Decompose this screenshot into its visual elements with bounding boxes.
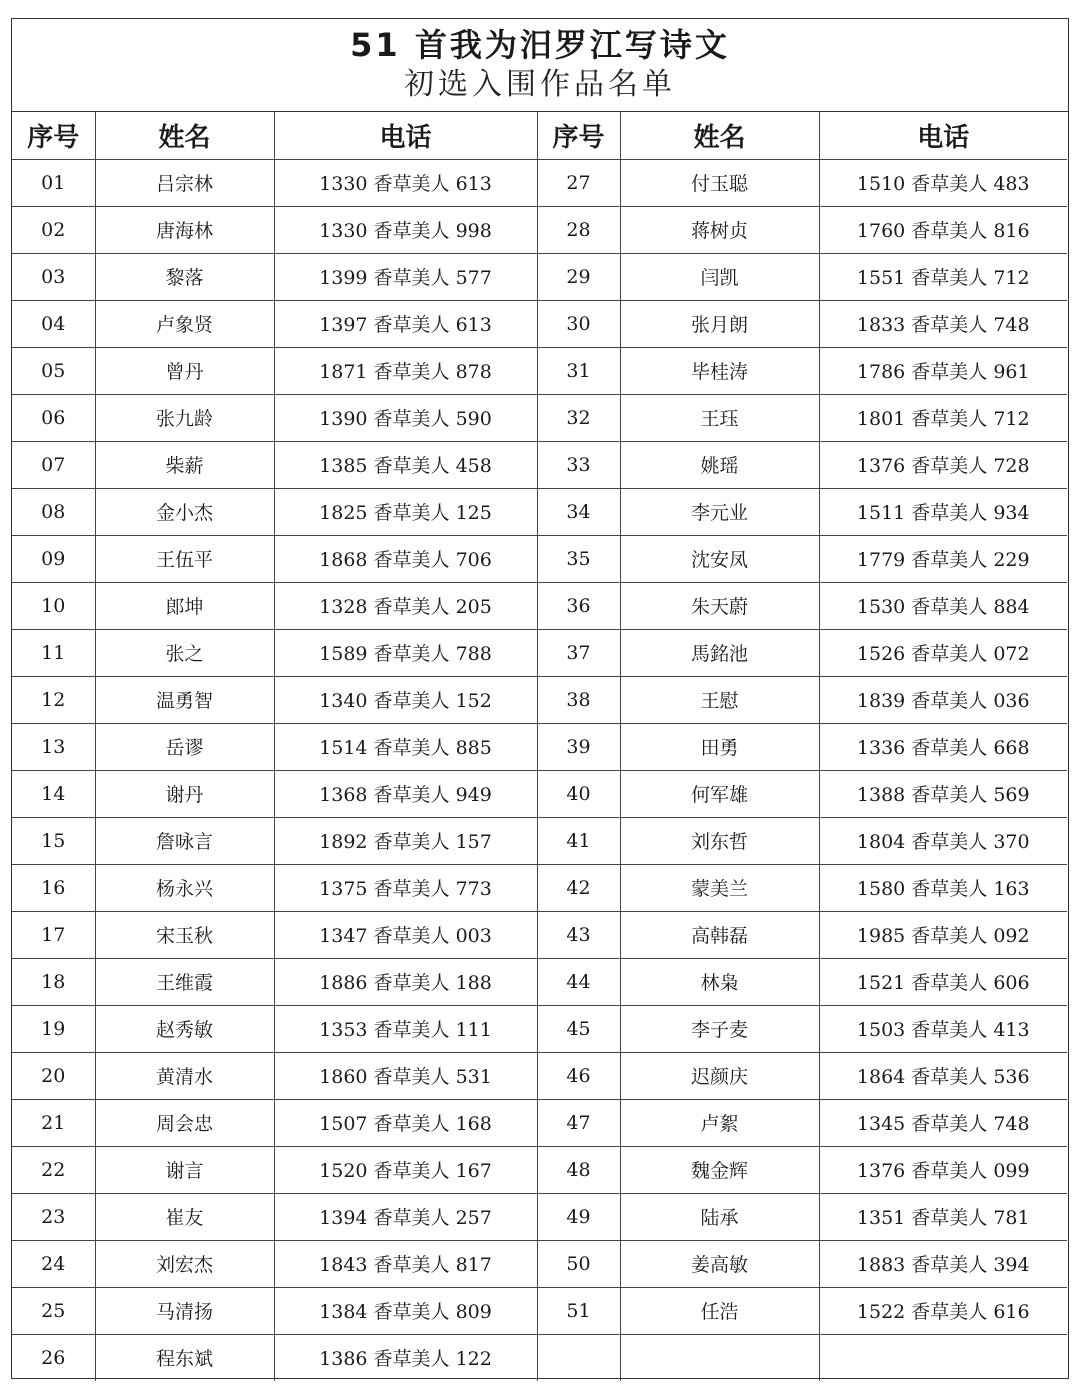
phone-cell: 1336 香草美人 668 <box>819 723 1067 770</box>
entrant-name-cell: 迟颜庆 <box>620 1052 819 1099</box>
shortlist-table <box>12 112 1067 1381</box>
phone-cell: 1511 香草美人 934 <box>819 488 1067 535</box>
entrant-name-cell: 唐海林 <box>95 206 274 253</box>
entrant-name-cell: 刘宏杰 <box>95 1240 274 1287</box>
phone-cell: 1330 香草美人 613 <box>274 159 537 206</box>
entrant-name-cell: 王伍平 <box>95 535 274 582</box>
table-row <box>12 1005 1067 1052</box>
entry-number-cell: 45 <box>537 1005 620 1052</box>
entrant-name-cell: 黎落 <box>95 253 274 300</box>
phone-cell: 1503 香草美人 413 <box>819 1005 1067 1052</box>
entrant-name-cell: 闫凯 <box>620 253 819 300</box>
entry-number-cell: 37 <box>537 629 620 676</box>
phone-cell: 1883 香草美人 394 <box>819 1240 1067 1287</box>
entrant-name-cell: 曾丹 <box>95 347 274 394</box>
phone-cell: 1394 香草美人 257 <box>274 1193 537 1240</box>
entrant-name-cell: 馬銘池 <box>620 629 819 676</box>
table-row <box>12 911 1067 958</box>
entrant-name-cell: 金小杰 <box>95 488 274 535</box>
table-row <box>12 347 1067 394</box>
phone-cell: 1801 香草美人 712 <box>819 394 1067 441</box>
entry-number-cell: 16 <box>12 864 95 911</box>
header-phone-right: 电话 <box>819 112 1067 159</box>
phone-cell: 1843 香草美人 817 <box>274 1240 537 1287</box>
entrant-name-cell: 赵秀敏 <box>95 1005 274 1052</box>
entry-number-cell: 20 <box>12 1052 95 1099</box>
entrant-name-cell: 田勇 <box>620 723 819 770</box>
title-block <box>12 19 1068 112</box>
entrant-name-cell: 郎坤 <box>95 582 274 629</box>
entry-number-cell: 21 <box>12 1099 95 1146</box>
phone-cell: 1521 香草美人 606 <box>819 958 1067 1005</box>
entry-number-cell: 14 <box>12 770 95 817</box>
entrant-name-cell: 吕宗林 <box>95 159 274 206</box>
entry-number-cell: 15 <box>12 817 95 864</box>
entry-number-cell: 51 <box>537 1287 620 1334</box>
entry-number-cell: 17 <box>12 911 95 958</box>
entry-number-cell: 33 <box>537 441 620 488</box>
entrant-name-cell: 谢言 <box>95 1146 274 1193</box>
phone-cell: 1345 香草美人 748 <box>819 1099 1067 1146</box>
entrant-name-cell: 杨永兴 <box>95 864 274 911</box>
entry-number-cell: 11 <box>12 629 95 676</box>
entrant-name-cell: 高韩磊 <box>620 911 819 958</box>
entry-number-cell: 03 <box>12 253 95 300</box>
phone-cell: 1864 香草美人 536 <box>819 1052 1067 1099</box>
entry-number-cell: 41 <box>537 817 620 864</box>
header-number-right: 序号 <box>537 112 620 159</box>
entry-number-cell: 26 <box>12 1334 95 1381</box>
entrant-name-cell: 姜高敏 <box>620 1240 819 1287</box>
entry-number-cell: 25 <box>12 1287 95 1334</box>
document-subtitle: 初选入围作品名单 <box>404 67 676 102</box>
phone-cell: 1347 香草美人 003 <box>274 911 537 958</box>
table-row <box>12 441 1067 488</box>
phone-cell: 1520 香草美人 167 <box>274 1146 537 1193</box>
phone-cell: 1868 香草美人 706 <box>274 535 537 582</box>
phone-cell: 1330 香草美人 998 <box>274 206 537 253</box>
entrant-name-cell: 姚瑶 <box>620 441 819 488</box>
entrant-name-cell: 黄清水 <box>95 1052 274 1099</box>
entry-number-cell: 02 <box>12 206 95 253</box>
entry-number-cell: 32 <box>537 394 620 441</box>
phone-cell: 1376 香草美人 099 <box>819 1146 1067 1193</box>
entry-number-cell: 19 <box>12 1005 95 1052</box>
phone-cell: 1376 香草美人 728 <box>819 441 1067 488</box>
phone-cell: 1871 香草美人 878 <box>274 347 537 394</box>
phone-cell: 1526 香草美人 072 <box>819 629 1067 676</box>
phone-cell: 1351 香草美人 781 <box>819 1193 1067 1240</box>
entrant-name-cell: 张之 <box>95 629 274 676</box>
entry-number-cell: 10 <box>12 582 95 629</box>
entry-number-cell: 12 <box>12 676 95 723</box>
table-row <box>12 488 1067 535</box>
entrant-name-cell: 卢象贤 <box>95 300 274 347</box>
phone-cell: 1839 香草美人 036 <box>819 676 1067 723</box>
entry-number-cell: 01 <box>12 159 95 206</box>
entrant-name-cell: 李子麦 <box>620 1005 819 1052</box>
entry-number-cell: 36 <box>537 582 620 629</box>
entry-number-cell: 35 <box>537 535 620 582</box>
entry-number-cell: 31 <box>537 347 620 394</box>
entry-number-cell: 24 <box>12 1240 95 1287</box>
table-row <box>12 770 1067 817</box>
table-row <box>12 1240 1067 1287</box>
phone-cell: 1328 香草美人 205 <box>274 582 537 629</box>
phone-cell: 1368 香草美人 949 <box>274 770 537 817</box>
entrant-name-cell: 马清扬 <box>95 1287 274 1334</box>
phone-cell: 1385 香草美人 458 <box>274 441 537 488</box>
entry-number-cell <box>537 1334 620 1381</box>
header-phone-left: 电话 <box>274 112 537 159</box>
entrant-name-cell: 卢絮 <box>620 1099 819 1146</box>
entry-number-cell: 34 <box>537 488 620 535</box>
entry-number-cell: 30 <box>537 300 620 347</box>
entrant-name-cell: 蒙美兰 <box>620 864 819 911</box>
document-title: 51 首我为汨罗江写诗文 <box>350 26 730 64</box>
entrant-name-cell: 崔友 <box>95 1193 274 1240</box>
entry-number-cell: 38 <box>537 676 620 723</box>
table-row <box>12 253 1067 300</box>
phone-cell <box>819 1334 1067 1381</box>
entry-number-cell: 42 <box>537 864 620 911</box>
table-row <box>12 1334 1067 1381</box>
phone-cell: 1397 香草美人 613 <box>274 300 537 347</box>
phone-cell: 1580 香草美人 163 <box>819 864 1067 911</box>
entry-number-cell: 49 <box>537 1193 620 1240</box>
entrant-name-cell: 张九龄 <box>95 394 274 441</box>
entrant-name-cell: 岳谬 <box>95 723 274 770</box>
phone-cell: 1786 香草美人 961 <box>819 347 1067 394</box>
entry-number-cell: 23 <box>12 1193 95 1240</box>
entry-number-cell: 48 <box>537 1146 620 1193</box>
entrant-name-cell: 宋玉秋 <box>95 911 274 958</box>
entry-number-cell: 04 <box>12 300 95 347</box>
entry-number-cell: 50 <box>537 1240 620 1287</box>
entry-number-cell: 13 <box>12 723 95 770</box>
entry-number-cell: 40 <box>537 770 620 817</box>
phone-cell: 1514 香草美人 885 <box>274 723 537 770</box>
entry-number-cell: 06 <box>12 394 95 441</box>
entrant-name-cell: 张月朗 <box>620 300 819 347</box>
entrant-name-cell: 陆承 <box>620 1193 819 1240</box>
phone-cell: 1375 香草美人 773 <box>274 864 537 911</box>
entrant-name-cell: 温勇智 <box>95 676 274 723</box>
phone-cell: 1353 香草美人 111 <box>274 1005 537 1052</box>
phone-cell: 1886 香草美人 188 <box>274 958 537 1005</box>
phone-cell: 1522 香草美人 616 <box>819 1287 1067 1334</box>
entry-number-cell: 29 <box>537 253 620 300</box>
table-row <box>12 300 1067 347</box>
table-body <box>12 159 1067 1381</box>
phone-cell: 1507 香草美人 168 <box>274 1099 537 1146</box>
table-row <box>12 676 1067 723</box>
header-name-right: 姓名 <box>620 112 819 159</box>
header-row <box>12 112 1067 159</box>
entry-number-cell: 28 <box>537 206 620 253</box>
shortlist-sheet <box>11 18 1069 1379</box>
entrant-name-cell: 毕桂涛 <box>620 347 819 394</box>
phone-cell: 1760 香草美人 816 <box>819 206 1067 253</box>
phone-cell: 1985 香草美人 092 <box>819 911 1067 958</box>
entrant-name-cell: 柴薪 <box>95 441 274 488</box>
phone-cell: 1386 香草美人 122 <box>274 1334 537 1381</box>
table-row <box>12 1099 1067 1146</box>
entry-number-cell: 05 <box>12 347 95 394</box>
entrant-name-cell: 何军雄 <box>620 770 819 817</box>
entrant-name-cell: 谢丹 <box>95 770 274 817</box>
table-row <box>12 1146 1067 1193</box>
table-row <box>12 1052 1067 1099</box>
entrant-name-cell: 王慰 <box>620 676 819 723</box>
entry-number-cell: 09 <box>12 535 95 582</box>
header-number-left: 序号 <box>12 112 95 159</box>
phone-cell: 1510 香草美人 483 <box>819 159 1067 206</box>
entry-number-cell: 07 <box>12 441 95 488</box>
phone-cell: 1390 香草美人 590 <box>274 394 537 441</box>
entrant-name-cell: 朱天蔚 <box>620 582 819 629</box>
phone-cell: 1860 香草美人 531 <box>274 1052 537 1099</box>
entry-number-cell: 22 <box>12 1146 95 1193</box>
entry-number-cell: 18 <box>12 958 95 1005</box>
entrant-name-cell <box>620 1334 819 1381</box>
table-row <box>12 629 1067 676</box>
header-name-left: 姓名 <box>95 112 274 159</box>
table-row <box>12 394 1067 441</box>
entry-number-cell: 43 <box>537 911 620 958</box>
table-row <box>12 535 1067 582</box>
table-row <box>12 1193 1067 1240</box>
phone-cell: 1779 香草美人 229 <box>819 535 1067 582</box>
table-row <box>12 723 1067 770</box>
entry-number-cell: 39 <box>537 723 620 770</box>
entrant-name-cell: 周会忠 <box>95 1099 274 1146</box>
phone-cell: 1530 香草美人 884 <box>819 582 1067 629</box>
phone-cell: 1384 香草美人 809 <box>274 1287 537 1334</box>
table-row <box>12 206 1067 253</box>
phone-cell: 1825 香草美人 125 <box>274 488 537 535</box>
entrant-name-cell: 付玉聪 <box>620 159 819 206</box>
phone-cell: 1340 香草美人 152 <box>274 676 537 723</box>
entrant-name-cell: 蒋树贞 <box>620 206 819 253</box>
phone-cell: 1388 香草美人 569 <box>819 770 1067 817</box>
table-row <box>12 958 1067 1005</box>
entrant-name-cell: 刘东哲 <box>620 817 819 864</box>
phone-cell: 1804 香草美人 370 <box>819 817 1067 864</box>
entrant-name-cell: 林枭 <box>620 958 819 1005</box>
entrant-name-cell: 程东斌 <box>95 1334 274 1381</box>
phone-cell: 1892 香草美人 157 <box>274 817 537 864</box>
entry-number-cell: 46 <box>537 1052 620 1099</box>
entrant-name-cell: 魏金辉 <box>620 1146 819 1193</box>
phone-cell: 1833 香草美人 748 <box>819 300 1067 347</box>
table-row <box>12 582 1067 629</box>
table-row <box>12 864 1067 911</box>
table-row <box>12 1287 1067 1334</box>
entrant-name-cell: 李元业 <box>620 488 819 535</box>
entrant-name-cell: 任浩 <box>620 1287 819 1334</box>
table-row <box>12 817 1067 864</box>
table-row <box>12 159 1067 206</box>
phone-cell: 1589 香草美人 788 <box>274 629 537 676</box>
entrant-name-cell: 詹咏言 <box>95 817 274 864</box>
entry-number-cell: 08 <box>12 488 95 535</box>
entry-number-cell: 44 <box>537 958 620 1005</box>
phone-cell: 1399 香草美人 577 <box>274 253 537 300</box>
entrant-name-cell: 沈安凤 <box>620 535 819 582</box>
entrant-name-cell: 王珏 <box>620 394 819 441</box>
entry-number-cell: 27 <box>537 159 620 206</box>
entrant-name-cell: 王维霞 <box>95 958 274 1005</box>
phone-cell: 1551 香草美人 712 <box>819 253 1067 300</box>
entry-number-cell: 47 <box>537 1099 620 1146</box>
